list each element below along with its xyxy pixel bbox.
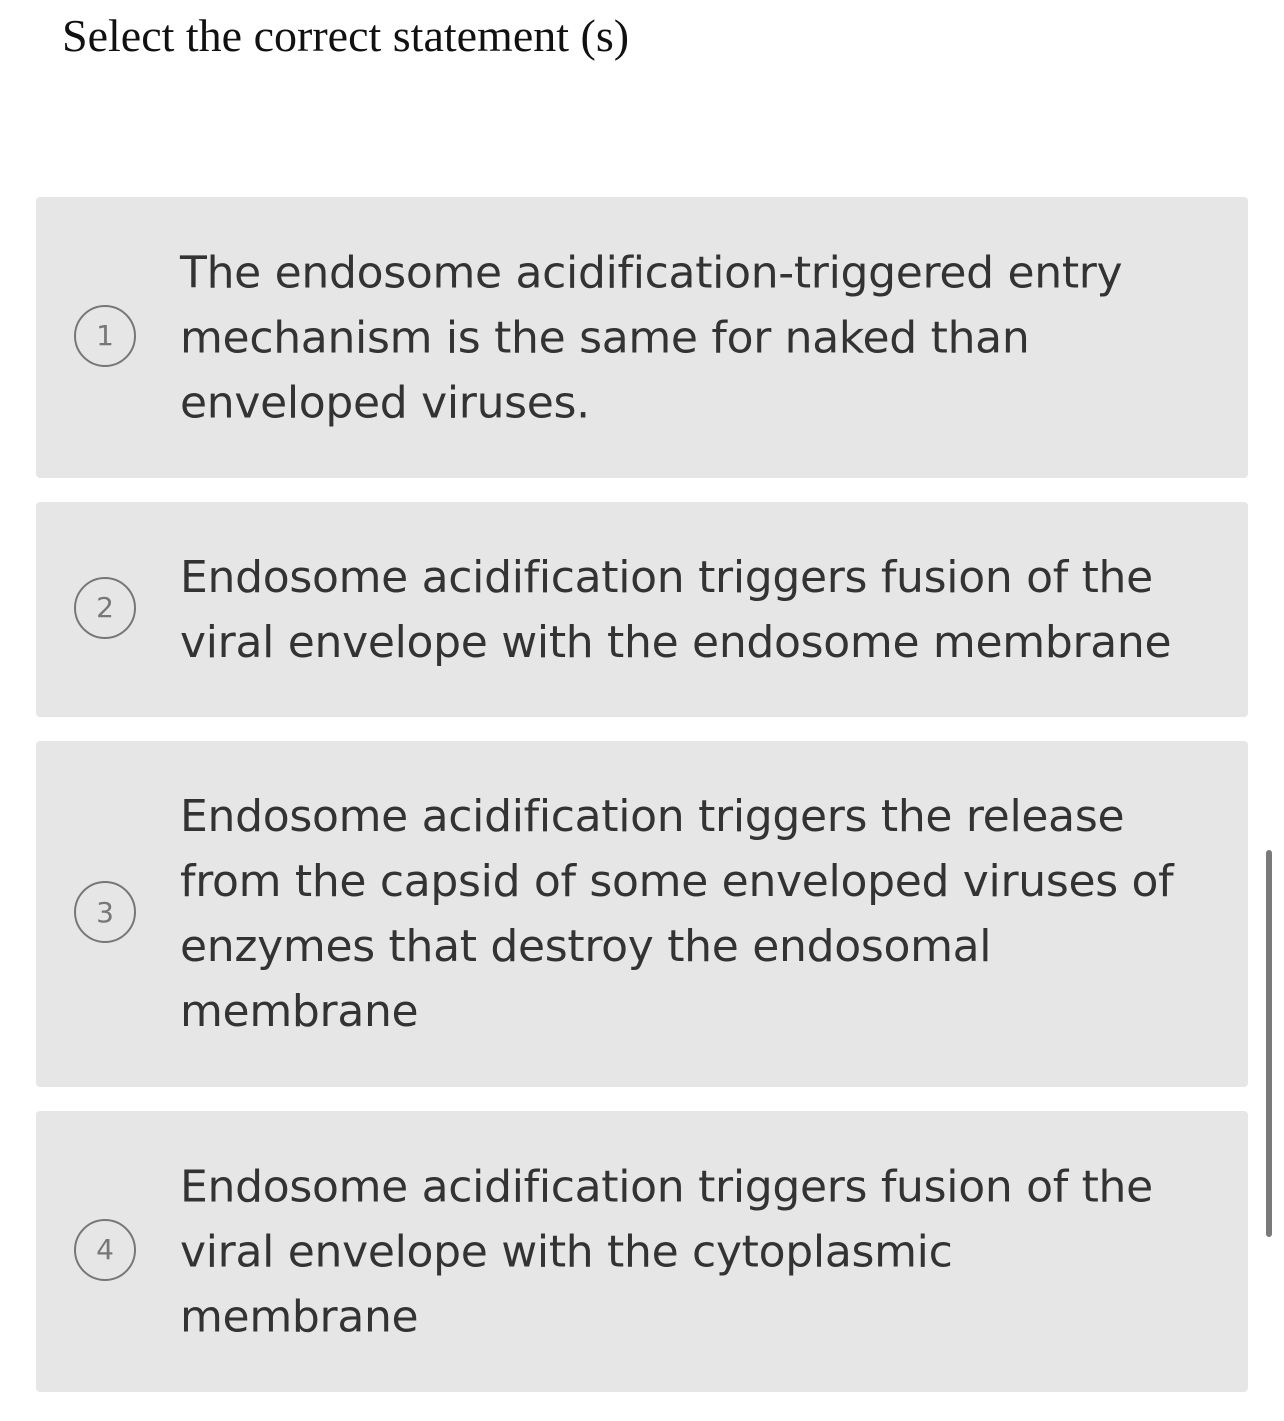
option-text-line: from the capsid of some enveloped viruses of [180,856,1174,907]
option-3[interactable] [36,741,1248,1087]
option-text-line: viral envelope with the cytoplasmic [180,1226,953,1277]
option-text-line: The endosome acidification-triggered entry [180,247,1123,298]
option-text [180,240,1212,435]
option-number-badge[interactable]: 4 [74,1219,136,1281]
option-text-line: mechanism is the same for naked than [180,312,1030,363]
option-text-line: Endosome acidification triggers fusion of the [180,551,1153,603]
option-text-line: membrane [180,986,419,1037]
option-text-line: Endosome acidification triggers the release [180,791,1125,842]
option-text-line: viral envelope with the endosome membrane [180,616,1172,668]
option-4[interactable] [36,1111,1248,1392]
option-number-badge[interactable]: 1 [74,305,136,367]
option-text [180,545,1212,675]
option-text-line: membrane [180,1291,419,1342]
option-1[interactable] [36,197,1248,478]
question-title: Select the correct statement (s) [62,10,630,61]
option-text-line: enzymes that destroy the endosomal [180,921,992,972]
option-text [180,1154,1212,1349]
option-text [180,784,1212,1044]
scrollbar-thumb[interactable] [1266,850,1272,1237]
option-number-badge[interactable]: 3 [74,881,136,943]
option-number-badge[interactable]: 2 [74,577,136,639]
option-text-line: enveloped viruses. [180,377,590,428]
option-2[interactable] [36,502,1248,717]
option-text-line: Endosome acidification triggers fusion of the [180,1161,1153,1212]
